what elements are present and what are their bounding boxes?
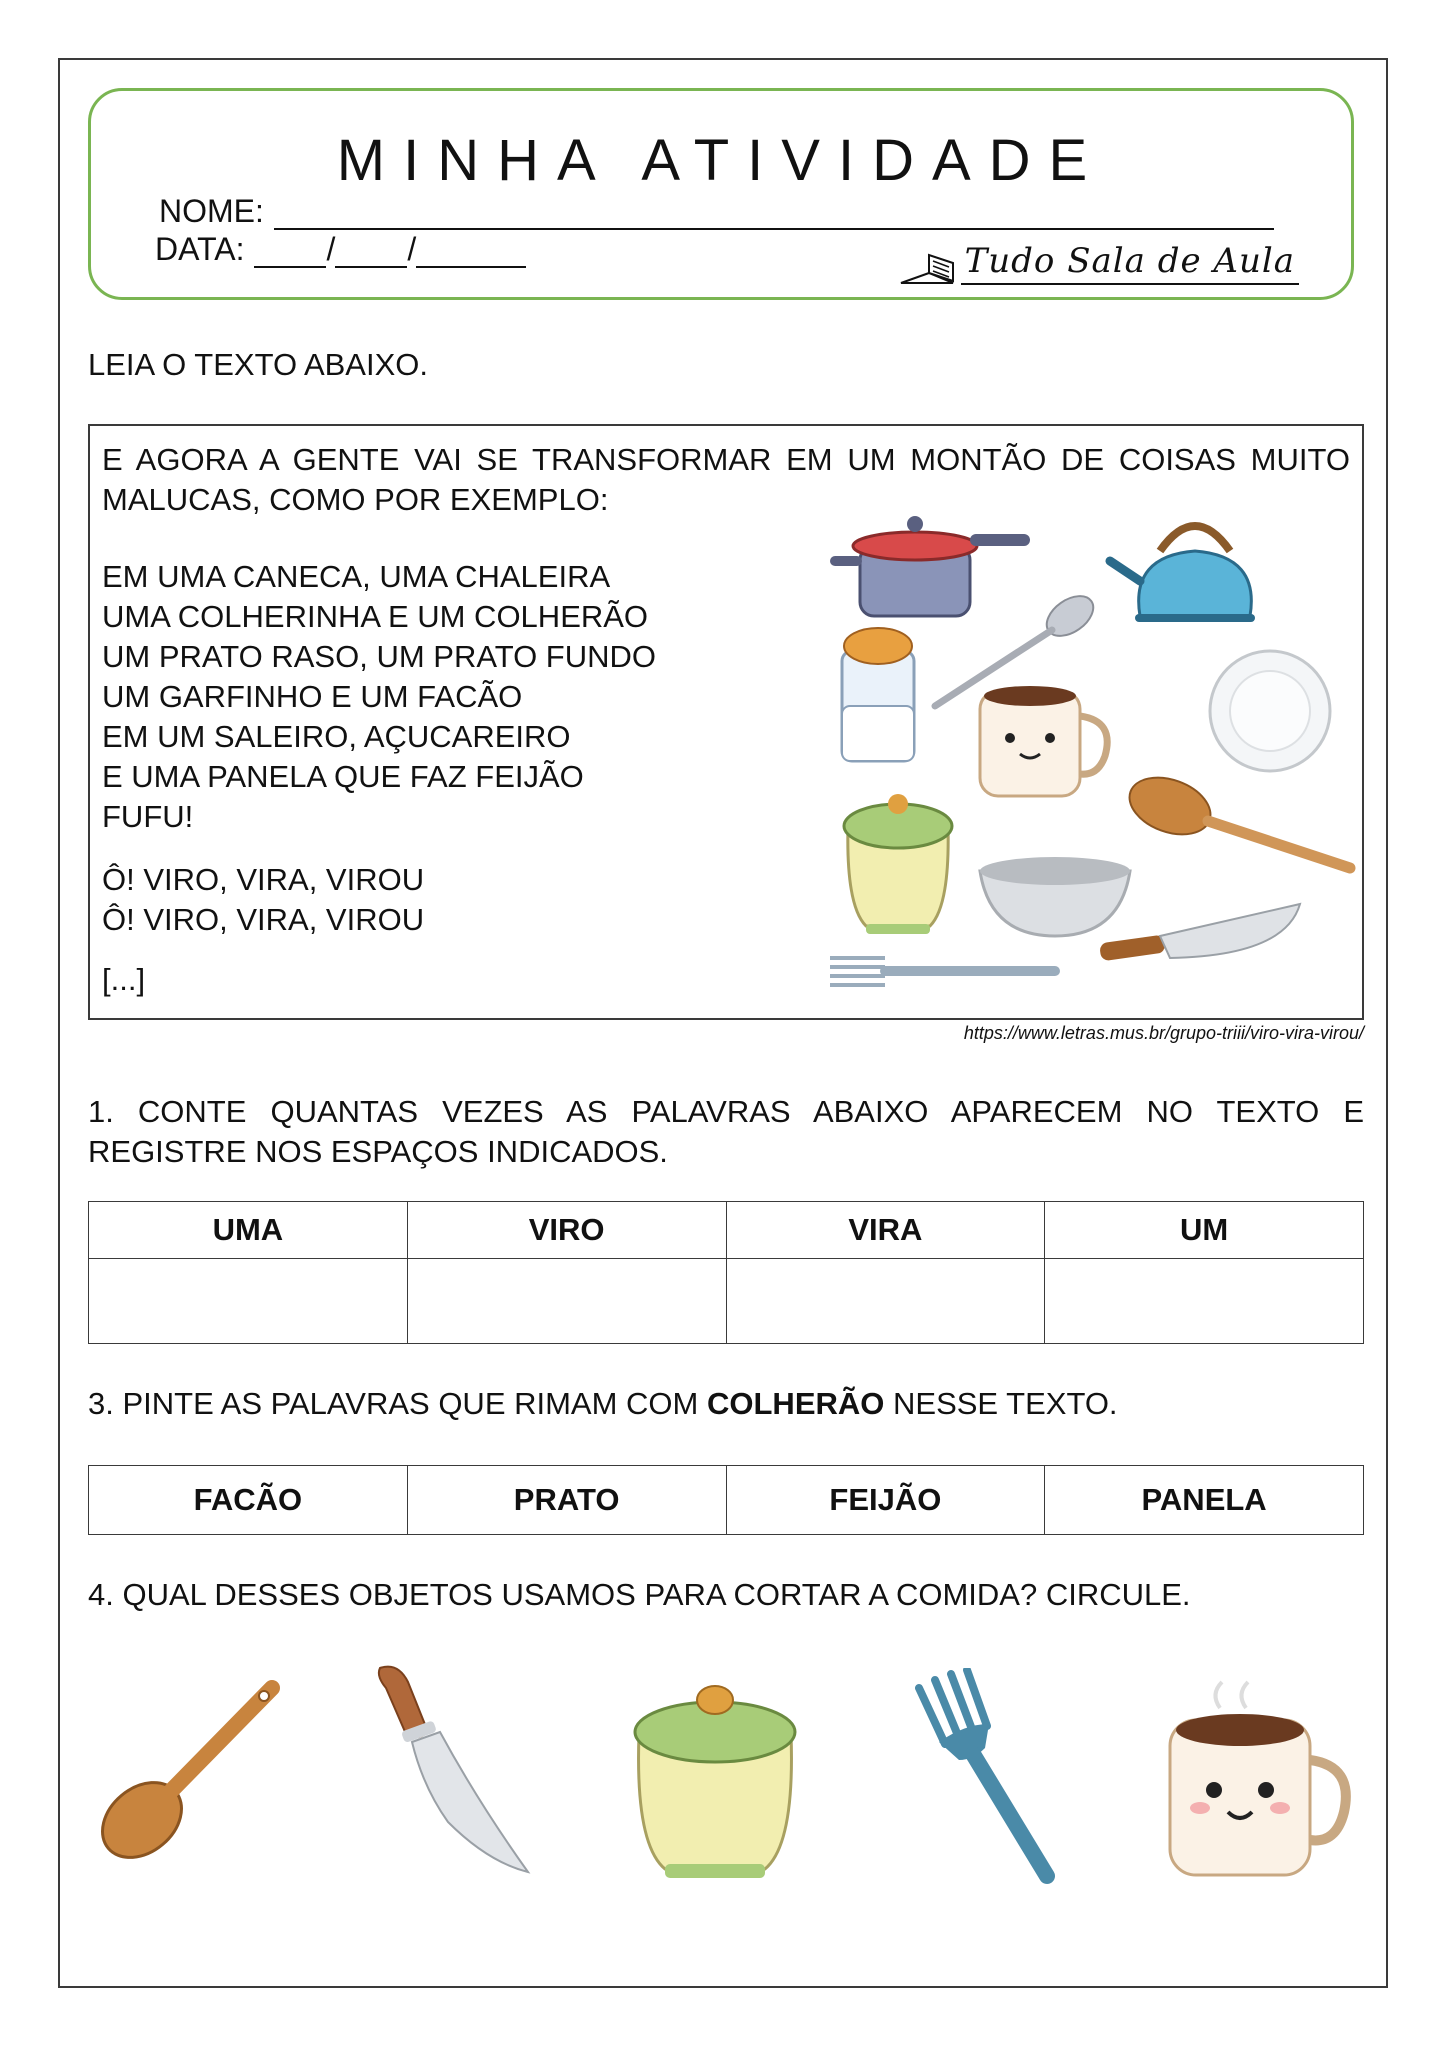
question-1-table <box>88 1201 1364 1344</box>
word-cell[interactable]: FEIJÃO <box>726 1466 1045 1535</box>
question-3-table <box>88 1465 1364 1535</box>
kettle-icon <box>1110 526 1255 622</box>
date-year-blank[interactable] <box>416 236 526 268</box>
date-day-blank[interactable] <box>254 236 326 268</box>
brand-logo <box>899 241 1299 285</box>
table-header-cell: VIRO <box>407 1202 726 1259</box>
fork-icon[interactable] <box>915 1668 1065 1888</box>
book-icon <box>899 251 955 285</box>
fork-icon <box>830 958 1060 985</box>
date-label: DATA: <box>155 231 245 267</box>
question-3-prefix: 3. PINTE AS PALAVRAS QUE RIMAM COM <box>88 1386 707 1421</box>
word-row <box>89 1466 1364 1535</box>
poem-line: UMA COLHERINHA E UM COLHERÃO <box>102 599 649 634</box>
table-answer-row[interactable] <box>89 1259 1364 1344</box>
bowl-icon <box>980 857 1130 936</box>
poem-ellipsis: [...] <box>102 962 146 997</box>
wooden-spoon-icon <box>1122 767 1350 868</box>
mug-icon[interactable] <box>1162 1680 1357 1890</box>
word-cell[interactable]: PANELA <box>1045 1466 1364 1535</box>
sugar-bowl-icon <box>844 794 952 934</box>
question-1-text: 1. CONTE QUANTAS VEZES AS PALAVRAS ABAIXO APARECEM NO TEXTO E REGISTRE NOS ESPAÇOS INDICADOS. <box>88 1094 1364 1169</box>
question-3-suffix: NESSE TEXTO. <box>884 1386 1118 1421</box>
mug-icon <box>980 686 1107 796</box>
pressure-cooker-icon <box>830 516 1030 616</box>
poem-line: E UMA PANELA QUE FAZ FEIJÃO <box>102 759 584 794</box>
poem-chorus <box>102 860 424 940</box>
answer-cell[interactable] <box>407 1259 726 1344</box>
answer-cell[interactable] <box>89 1259 408 1344</box>
table-header-cell: UM <box>1045 1202 1364 1259</box>
name-label: NOME: <box>159 193 264 229</box>
table-header-row <box>89 1202 1364 1259</box>
poem-lines <box>102 557 656 837</box>
answer-cell[interactable] <box>1045 1259 1364 1344</box>
question-3-keyword: COLHERÃO <box>707 1386 885 1421</box>
salt-shaker-icon <box>842 628 914 761</box>
poem-box <box>88 424 1364 1020</box>
brand-name: Tudo Sala de Aula <box>961 241 1299 285</box>
date-separator: / <box>326 231 336 267</box>
poem-intro: E AGORA A GENTE VAI SE TRANSFORMAR EM UM MONTÃO DE COISAS MUITO MALUCAS, COMO POR EXEMPLO: <box>102 442 1350 517</box>
poem-line: FUFU! <box>102 799 194 834</box>
table-header-cell: VIRA <box>726 1202 1045 1259</box>
date-month-blank[interactable] <box>335 236 407 268</box>
chorus-line: Ô! VIRO, VIRA, VIROU <box>102 862 425 897</box>
question-4-text: 4. QUAL DESSES OBJETOS USAMOS PARA CORTAR A COMIDA? CIRCULE. <box>88 1577 1191 1612</box>
chorus-line: Ô! VIRO, VIRA, VIROU <box>102 902 425 937</box>
sugar-bowl-icon[interactable] <box>625 1664 805 1884</box>
poem-line: UM GARFINHO E UM FACÃO <box>102 679 523 714</box>
question-3-text <box>88 1384 1364 1424</box>
source-link[interactable]: https://www.letras.mus.br/grupo-triii/viro-vira-virou/ <box>963 1023 1364 1043</box>
page-title: MINHA ATIVIDADE <box>336 128 1106 193</box>
instruction-text: LEIA O TEXTO ABAIXO. <box>88 347 429 382</box>
poem-line: EM UMA CANECA, UMA CHALEIRA <box>102 559 611 594</box>
name-blank[interactable] <box>274 198 1274 230</box>
word-cell[interactable]: PRATO <box>407 1466 726 1535</box>
name-field[interactable] <box>159 193 1274 230</box>
poem-line: EM UM SALEIRO, AÇUCAREIRO <box>102 719 571 754</box>
date-separator: / <box>407 231 417 267</box>
word-cell[interactable]: FACÃO <box>89 1466 408 1535</box>
kitchen-illustration <box>830 506 1360 1006</box>
plate-icon <box>1210 651 1330 771</box>
answer-cell[interactable] <box>726 1259 1045 1344</box>
knife-icon <box>1099 904 1300 961</box>
poem-line: UM PRATO RASO, UM PRATO FUNDO <box>102 639 657 674</box>
date-field[interactable] <box>155 231 526 268</box>
wooden-spoon-icon[interactable] <box>92 1660 352 1880</box>
table-header-cell: UMA <box>89 1202 408 1259</box>
header-box <box>88 88 1354 300</box>
knife-icon[interactable] <box>368 1662 548 1882</box>
